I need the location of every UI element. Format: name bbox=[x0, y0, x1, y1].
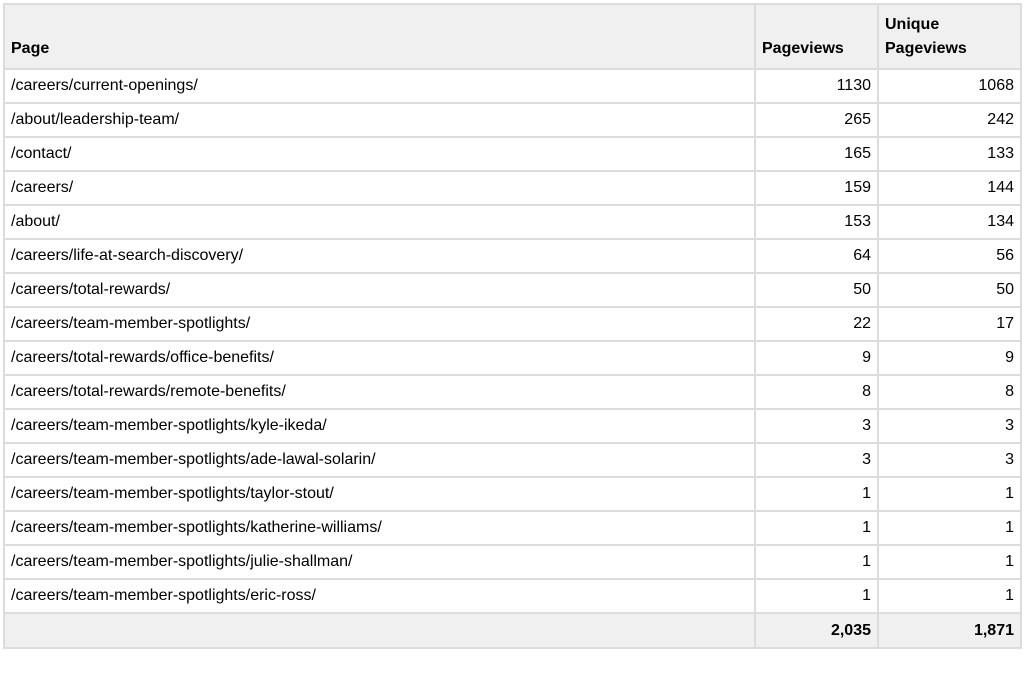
pageviews-cell: 64 bbox=[755, 239, 878, 273]
table-body bbox=[4, 69, 1021, 613]
column-header-pageviews: Pageviews bbox=[755, 4, 878, 69]
pageviews-cell: 165 bbox=[755, 137, 878, 171]
header-row bbox=[4, 4, 1021, 69]
page-cell: /careers/team-member-spotlights/ade-lawal-solarin/ bbox=[4, 443, 755, 477]
table-row bbox=[4, 477, 1021, 511]
table-row bbox=[4, 137, 1021, 171]
page-cell: /careers/team-member-spotlights/katherine-williams/ bbox=[4, 511, 755, 545]
page-cell: /careers/total-rewards/remote-benefits/ bbox=[4, 375, 755, 409]
pageviews-cell: 159 bbox=[755, 171, 878, 205]
column-header-unique-line1: Unique bbox=[885, 16, 940, 33]
pageviews-cell: 1 bbox=[755, 511, 878, 545]
page-cell: /careers/life-at-search-discovery/ bbox=[4, 239, 755, 273]
unique-pageviews-cell: 56 bbox=[878, 239, 1021, 273]
pageviews-cell: 1 bbox=[755, 477, 878, 511]
pageviews-cell: 8 bbox=[755, 375, 878, 409]
pageviews-cell: 1 bbox=[755, 545, 878, 579]
table-row bbox=[4, 69, 1021, 103]
column-header-unique-pageviews bbox=[878, 4, 1021, 69]
unique-pageviews-cell: 1 bbox=[878, 477, 1021, 511]
pageviews-cell: 50 bbox=[755, 273, 878, 307]
pageviews-cell: 1 bbox=[755, 579, 878, 613]
page-cell: /contact/ bbox=[4, 137, 755, 171]
table-header bbox=[4, 4, 1021, 69]
pageviews-table-container bbox=[3, 3, 1022, 649]
table-row bbox=[4, 239, 1021, 273]
unique-pageviews-cell: 1068 bbox=[878, 69, 1021, 103]
totals-page-cell bbox=[4, 613, 755, 648]
page-cell: /careers/ bbox=[4, 171, 755, 205]
page-cell: /about/leadership-team/ bbox=[4, 103, 755, 137]
unique-pageviews-cell: 8 bbox=[878, 375, 1021, 409]
unique-pageviews-cell: 242 bbox=[878, 103, 1021, 137]
unique-pageviews-cell: 1 bbox=[878, 511, 1021, 545]
page-cell: /about/ bbox=[4, 205, 755, 239]
page-cell: /careers/total-rewards/office-benefits/ bbox=[4, 341, 755, 375]
unique-pageviews-cell: 9 bbox=[878, 341, 1021, 375]
totals-unique-pageviews-cell: 1,871 bbox=[878, 613, 1021, 648]
table-row bbox=[4, 545, 1021, 579]
page-cell: /careers/team-member-spotlights/ bbox=[4, 307, 755, 341]
page-cell: /careers/team-member-spotlights/eric-ross/ bbox=[4, 579, 755, 613]
pageviews-cell: 22 bbox=[755, 307, 878, 341]
page-cell: /careers/team-member-spotlights/kyle-ikeda/ bbox=[4, 409, 755, 443]
table-footer bbox=[4, 613, 1021, 648]
pageviews-cell: 1130 bbox=[755, 69, 878, 103]
table-row bbox=[4, 307, 1021, 341]
table-row bbox=[4, 579, 1021, 613]
table-row bbox=[4, 205, 1021, 239]
pageviews-cell: 265 bbox=[755, 103, 878, 137]
page-cell: /careers/team-member-spotlights/taylor-stout/ bbox=[4, 477, 755, 511]
unique-pageviews-cell: 144 bbox=[878, 171, 1021, 205]
column-header-unique-line2: Pageviews bbox=[885, 40, 967, 57]
column-header-page: Page bbox=[4, 4, 755, 69]
table-row bbox=[4, 103, 1021, 137]
pageviews-cell: 3 bbox=[755, 409, 878, 443]
totals-pageviews-cell: 2,035 bbox=[755, 613, 878, 648]
table-row bbox=[4, 171, 1021, 205]
totals-row bbox=[4, 613, 1021, 648]
pageviews-cell: 9 bbox=[755, 341, 878, 375]
pageviews-cell: 153 bbox=[755, 205, 878, 239]
table-row bbox=[4, 273, 1021, 307]
unique-pageviews-cell: 133 bbox=[878, 137, 1021, 171]
unique-pageviews-cell: 3 bbox=[878, 409, 1021, 443]
table-row bbox=[4, 511, 1021, 545]
pageviews-table bbox=[3, 3, 1022, 649]
pageviews-cell: 3 bbox=[755, 443, 878, 477]
unique-pageviews-cell: 50 bbox=[878, 273, 1021, 307]
unique-pageviews-cell: 1 bbox=[878, 545, 1021, 579]
unique-pageviews-cell: 1 bbox=[878, 579, 1021, 613]
unique-pageviews-cell: 134 bbox=[878, 205, 1021, 239]
table-row bbox=[4, 409, 1021, 443]
table-row bbox=[4, 341, 1021, 375]
table-row bbox=[4, 443, 1021, 477]
page-cell: /careers/team-member-spotlights/julie-shallman/ bbox=[4, 545, 755, 579]
page-cell: /careers/current-openings/ bbox=[4, 69, 755, 103]
unique-pageviews-cell: 3 bbox=[878, 443, 1021, 477]
unique-pageviews-cell: 17 bbox=[878, 307, 1021, 341]
table-row bbox=[4, 375, 1021, 409]
page-cell: /careers/total-rewards/ bbox=[4, 273, 755, 307]
